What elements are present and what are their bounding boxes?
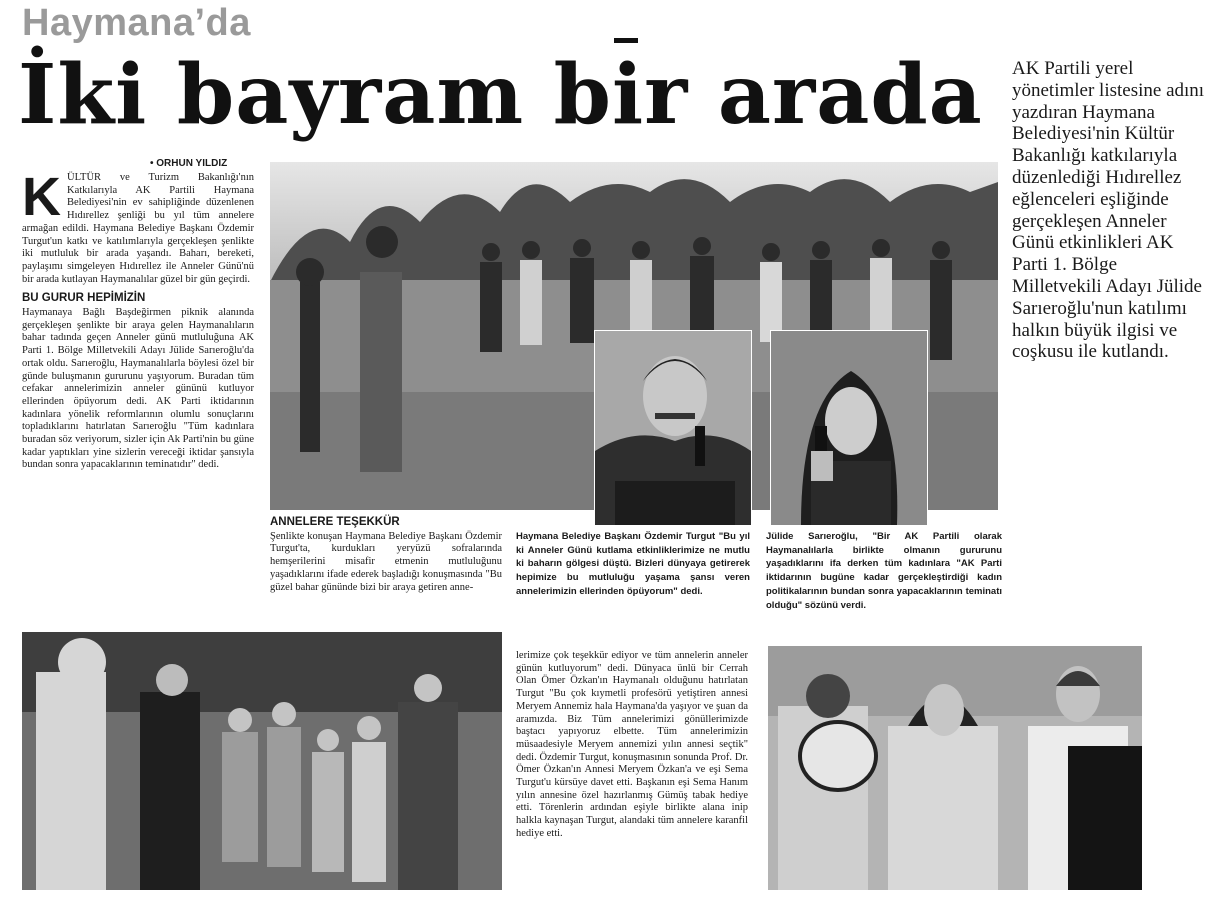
left-column <box>22 167 254 472</box>
section2-text: Şenlikte konuşan Haymana Belediye Başkanı Özdemir Turgut'ta, kurdukları yeryüzü sofralarında hemşerilerini misafir etmenin mutluluğunu yaşadıklarını ifade ederek başladığı konuşmasında "Bu güzel bahar gününde bizi bir araya getiren anne- <box>270 530 502 593</box>
candidate-caption: Jülide Sarıeroğlu, "Bir AK Partili olarak Haymanalılarla birlikte olmanın gururunu yaşadıklarını ifa derken tüm kadınlara "AK Parti iktidarının bugüne kadar gerçekleştirdiği kadın politikalarının bundan sonra yapacaklarının teminatı olduğu" sözünü verdi. <box>766 531 1002 611</box>
headline: İki bayram bir arada <box>18 47 983 143</box>
continuation-text: lerimize çok teşekkür ediyor ve tüm annelerin anneler günün kutluyorum" dedi. Dünyaca ünlü bir Cerrah Olan Ömer Özkan'ın Haymanalı olduğunu hatırlatan Turgut "Bu çok kıymetli profesörü yetiştiren annesi Meryem Annemiz hala Haymana'da yaşıyor ve şuan da aramızda. Biz Tüm annelerimizi gönüllerimizde baştacı yapıyoruz elbette. Tüm annelerimizin müsaadesiyle Meryem annemizi yılın annesi seçtik" dedi. Özdemir Turgut, konuşmasının sonunda Prof. Dr. Ömer Özkan'ın Annesi Meryem Özkan'a ve eşi Sema Turgut'u kürsüye davet etti. Başkanın eşi Sema Hanım yılın annesine özel hazırlanmış Gümüş tabak hediye etti. Törenlerin ardından eşiyle birlikte alana inip halkla kaynaşan Turgut, alandaki tüm annelere karanfil hediye etti. <box>516 650 748 839</box>
subheading-thanks: ANNELERE TEŞEKKÜR <box>270 516 400 528</box>
lead-text: ÜLTÜR ve Turizm Bakanlığı'nın Katkılarıyla AK Partili Haymana Belediyesi'nin ev sahipliğinde düzenlenen Hıdırellez şenliği bu yıl tüm annelere armağan edildi. Haymana Belediye Başkanı Özdemir Turgut'un katkı ve katılımlarıyla gerçekleşen şenlikte iki mutluluk bir arada yaşandı. Baharı, bereketi, paylaşımı simgeleyen Hıdırellez ile Anneler Günü'nü bir arada kutlayan Haymanalılar güzel bir gün geçirdi. <box>22 172 254 285</box>
kicker-title: Haymana’da <box>22 2 251 44</box>
continuation-column <box>516 650 748 841</box>
candidate-portrait <box>770 330 928 526</box>
subheading-pride: BU GURUR HEPİMİZİN <box>22 292 146 305</box>
lead-paragraph <box>22 167 254 286</box>
children-scene-image <box>22 632 502 890</box>
mayor-portrait <box>594 330 752 526</box>
byline: • ORHUN YILDIZ <box>150 158 228 169</box>
mothers-scene-image <box>768 646 1142 890</box>
middle-column <box>270 516 502 594</box>
section1-text: Haymanaya Bağlı Başdeğirmen piknik alanında gerçekleşen şenlikte bir araya gelen Haymanalıların bahar tadında geçen Anneler günü mutluluğuna AK Parti 1. Bölge Milletvekili Adayı Jülide Sarıeroğlu'da ortak oldu. Sarıeroğlu, Haymanalılarla böylesi özel bir günde buluşmanın gururunu yaşıyorum. Buradan tüm cefakar annelerimizin anneler gününü kutluyor ellerinden öpüyorum dedi. AK Parti iktidarının kadınlara yönelik reformlarının olumlu sonuçlarını topladıklarını hatırlatan Sarıeroğlu "Tüm kadınlara buradan söz veriyorum, sizler için Ak Parti'nin bu güne kadar yaptıkları yine sizlerin vereceği iktidar şansıyla bundan sonra yapacaklarının teminatıdır" dedi. <box>22 307 254 471</box>
mayor-caption: Haymana Belediye Başkanı Özdemir Turgut "Bu yıl ki Anneler Günü kutlama etkinliklerimize ne mutlu ki baharın gölgesi düştü. Bizleri dünyaya getirerek hepimize bu mutluluğu yaşama şansı veren annelerimizin ellerinden öpüyorum" dedi. <box>516 531 750 597</box>
candidate-portrait-image <box>771 331 927 525</box>
mothers-photo <box>768 646 1142 890</box>
dropcap: K <box>22 167 61 227</box>
children-photo <box>22 632 502 890</box>
sidebar-text: AK Partili yerel yönetimler listesine adını yazdıran Haymana Belediyesi'nin Kültür Bakanlığı katkılarıyla düzenlediği Hıdırellez eğlenceleri eşliğinde gerçekleşen Anneler Günü etkinlikleri AK Parti 1. Bölge Milletvekili Adayı Jülide Sarıeroğlu'nun katılımı halkın büyük ilgisi ve coşkusu ile kutlandı. <box>1012 58 1205 363</box>
mayor-portrait-image <box>595 331 751 525</box>
